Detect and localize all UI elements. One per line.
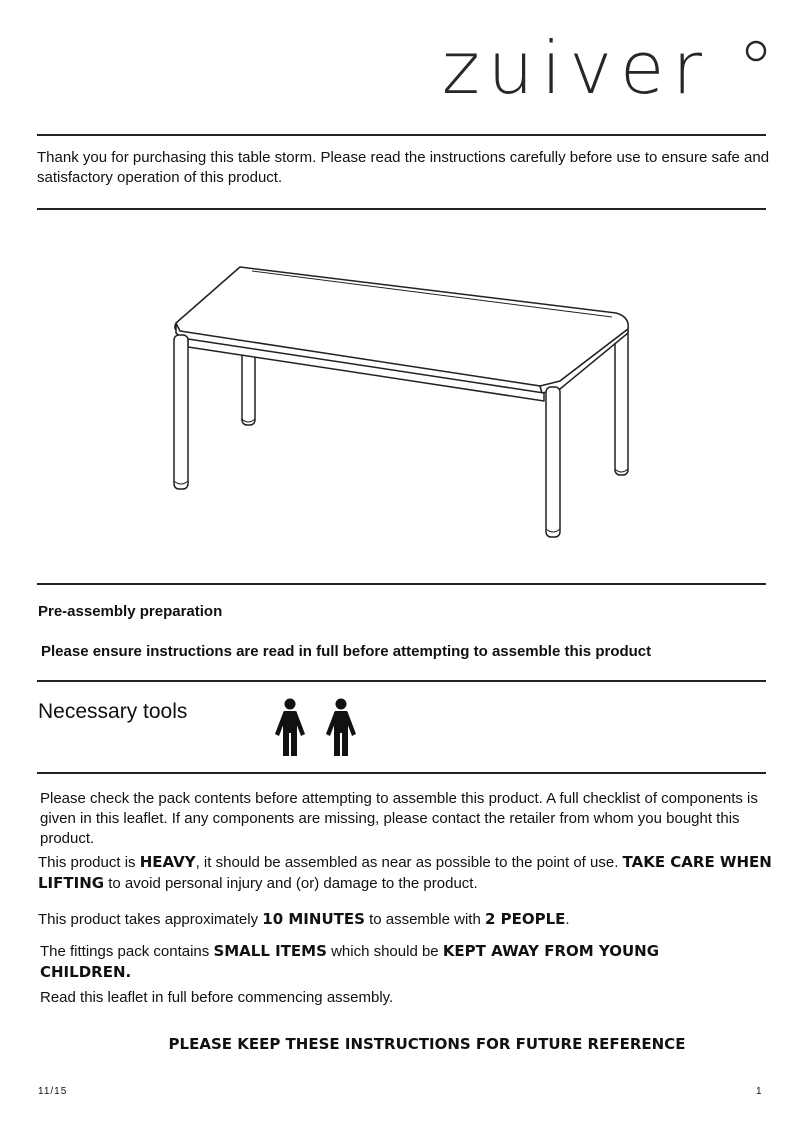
time-emphasis: 10 MINUTES — [262, 910, 365, 928]
fittings-warning — [40, 941, 740, 983]
time-note — [38, 909, 783, 930]
degree-circle-icon — [743, 38, 769, 64]
tools-heading: Necessary tools — [38, 700, 188, 723]
fittings-text: The fittings pack contains — [40, 943, 214, 960]
page-number: 1 — [756, 1086, 762, 1097]
fittings-emphasis: SMALL ITEMS — [213, 942, 327, 960]
person-icon — [323, 696, 359, 758]
read-leaflet: Read this leaflet in full before commencing assembly. — [40, 989, 394, 1006]
heavy-text: to avoid personal injury and (or) damage to the product. — [104, 875, 478, 892]
time-text: to assemble with — [364, 911, 485, 928]
heavy-warning — [38, 852, 783, 894]
keep-instructions: PLEASE KEEP THESE INSTRUCTIONS FOR FUTURE REFERENCE — [168, 1035, 686, 1053]
fittings-text: which should be — [326, 943, 443, 960]
preassembly-notice: Please ensure instructions are read in full before attempting to assemble this product — [41, 643, 652, 660]
intro-text: Thank you for purchasing this table storm. Please read the instructions carefully before use to ensure safe and satisfactory operation of this product. — [37, 149, 770, 186]
footer-date: 11/15 — [38, 1086, 68, 1097]
preassembly-heading: Pre-assembly preparation — [38, 603, 223, 620]
divider — [37, 583, 766, 585]
time-text: This product takes approximately — [38, 911, 263, 928]
divider — [37, 134, 766, 136]
heavy-emphasis: TAKE CARE WHEN LIFTING — [38, 853, 772, 892]
divider — [37, 208, 766, 210]
time-text: . — [565, 911, 570, 928]
heavy-text: This product is — [38, 854, 140, 871]
heavy-emphasis: HEAVY — [139, 853, 196, 871]
checklist-text: Please check the pack contents before attempting to assemble this product. A full checklist of components is given in this leaflet. If any components are missing, please contact the retailer from whom you bought this product. — [40, 790, 758, 847]
brand-logo — [442, 26, 772, 118]
time-emphasis: 2 PEOPLE — [484, 910, 566, 928]
fittings-emphasis: KEPT AWAY FROM YOUNG CHILDREN. — [40, 942, 660, 981]
brand-name: zuiver — [442, 26, 710, 110]
heavy-text: , it should be assembled as near as possible to the point of use. — [195, 854, 623, 871]
person-icon — [272, 696, 308, 758]
divider — [37, 772, 766, 774]
table-illustration — [160, 255, 640, 545]
divider — [37, 680, 766, 682]
